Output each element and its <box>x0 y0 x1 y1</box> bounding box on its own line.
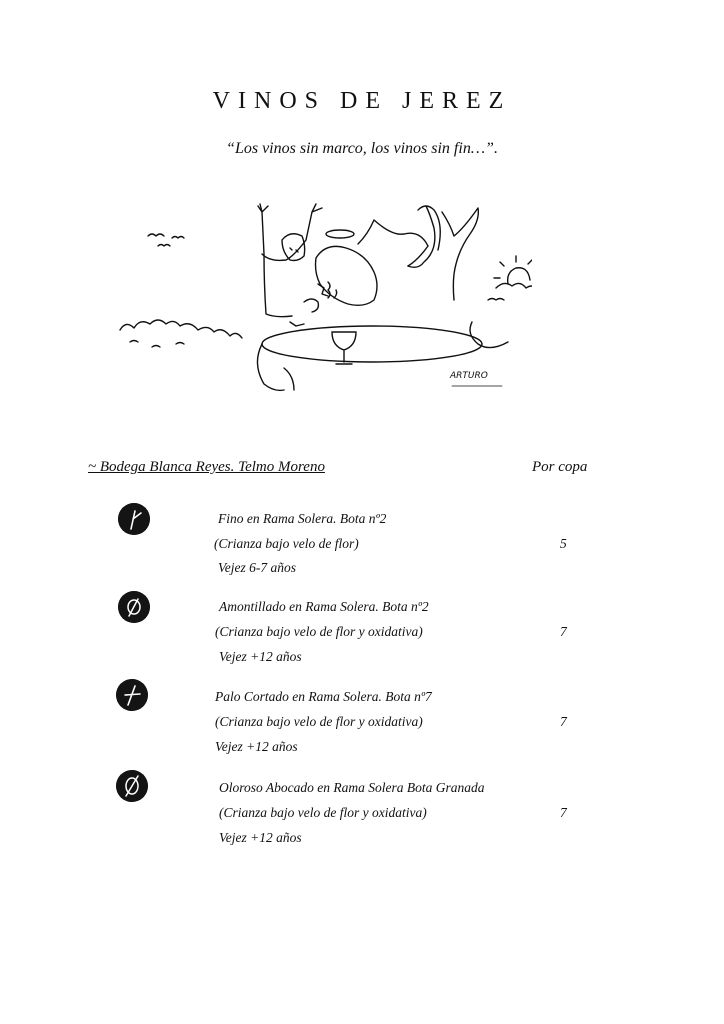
cloud-left <box>120 320 242 338</box>
fino-icon <box>118 503 150 535</box>
wine-name: Fino en Rama Solera. Bota nº2 <box>218 511 387 526</box>
wine-vejez: Vejez +12 años <box>219 830 302 845</box>
amontillado-icon <box>118 591 150 623</box>
figure-right <box>316 246 378 305</box>
wine-vejez: Vejez +12 años <box>219 649 302 664</box>
palo-cortado-icon <box>116 679 148 711</box>
artist-signature: ARTURO <box>450 371 488 381</box>
oloroso-icon <box>116 770 148 802</box>
wine-price: 7 <box>560 624 567 639</box>
bodega-heading: ~ Bodega Blanca Reyes. Telmo Moreno <box>88 459 325 475</box>
wine-vejez: Vejez 6-7 años <box>218 560 296 575</box>
page-subtitle: “Los vinos sin marco, los vinos sin fin…”. <box>226 140 498 157</box>
wine-crianza: (Crianza bajo velo de flor y oxidativa) <box>215 624 423 639</box>
table-top <box>262 326 482 362</box>
wine-glass-icon <box>332 332 356 364</box>
bird-icon <box>172 237 184 239</box>
page-title: VINOS DE JEREZ <box>212 88 512 114</box>
illustration-drawing <box>112 192 532 402</box>
wine-crianza: (Crianza bajo velo de flor y oxidativa) <box>215 714 423 729</box>
wine-price: 7 <box>560 805 567 820</box>
wine-price: 5 <box>560 536 567 551</box>
bird-icon <box>148 234 164 236</box>
wine-name: Palo Cortado en Rama Solera. Bota nº7 <box>215 689 432 704</box>
bird-icon <box>158 245 170 247</box>
sun-icon <box>508 268 530 284</box>
cloud-right <box>496 283 532 288</box>
wine-vejez: Vejez +12 años <box>215 739 298 754</box>
wine-price: 7 <box>560 714 567 729</box>
wine-name: Amontillado en Rama Solera. Bota nº2 <box>219 599 429 614</box>
wine-crianza: (Crianza bajo velo de flor) <box>214 536 359 551</box>
price-column-heading: Por copa <box>532 459 588 475</box>
wine-crianza: (Crianza bajo velo de flor y oxidativa) <box>219 805 427 820</box>
wine-name: Oloroso Abocado en Rama Solera Bota Granada <box>219 780 485 795</box>
